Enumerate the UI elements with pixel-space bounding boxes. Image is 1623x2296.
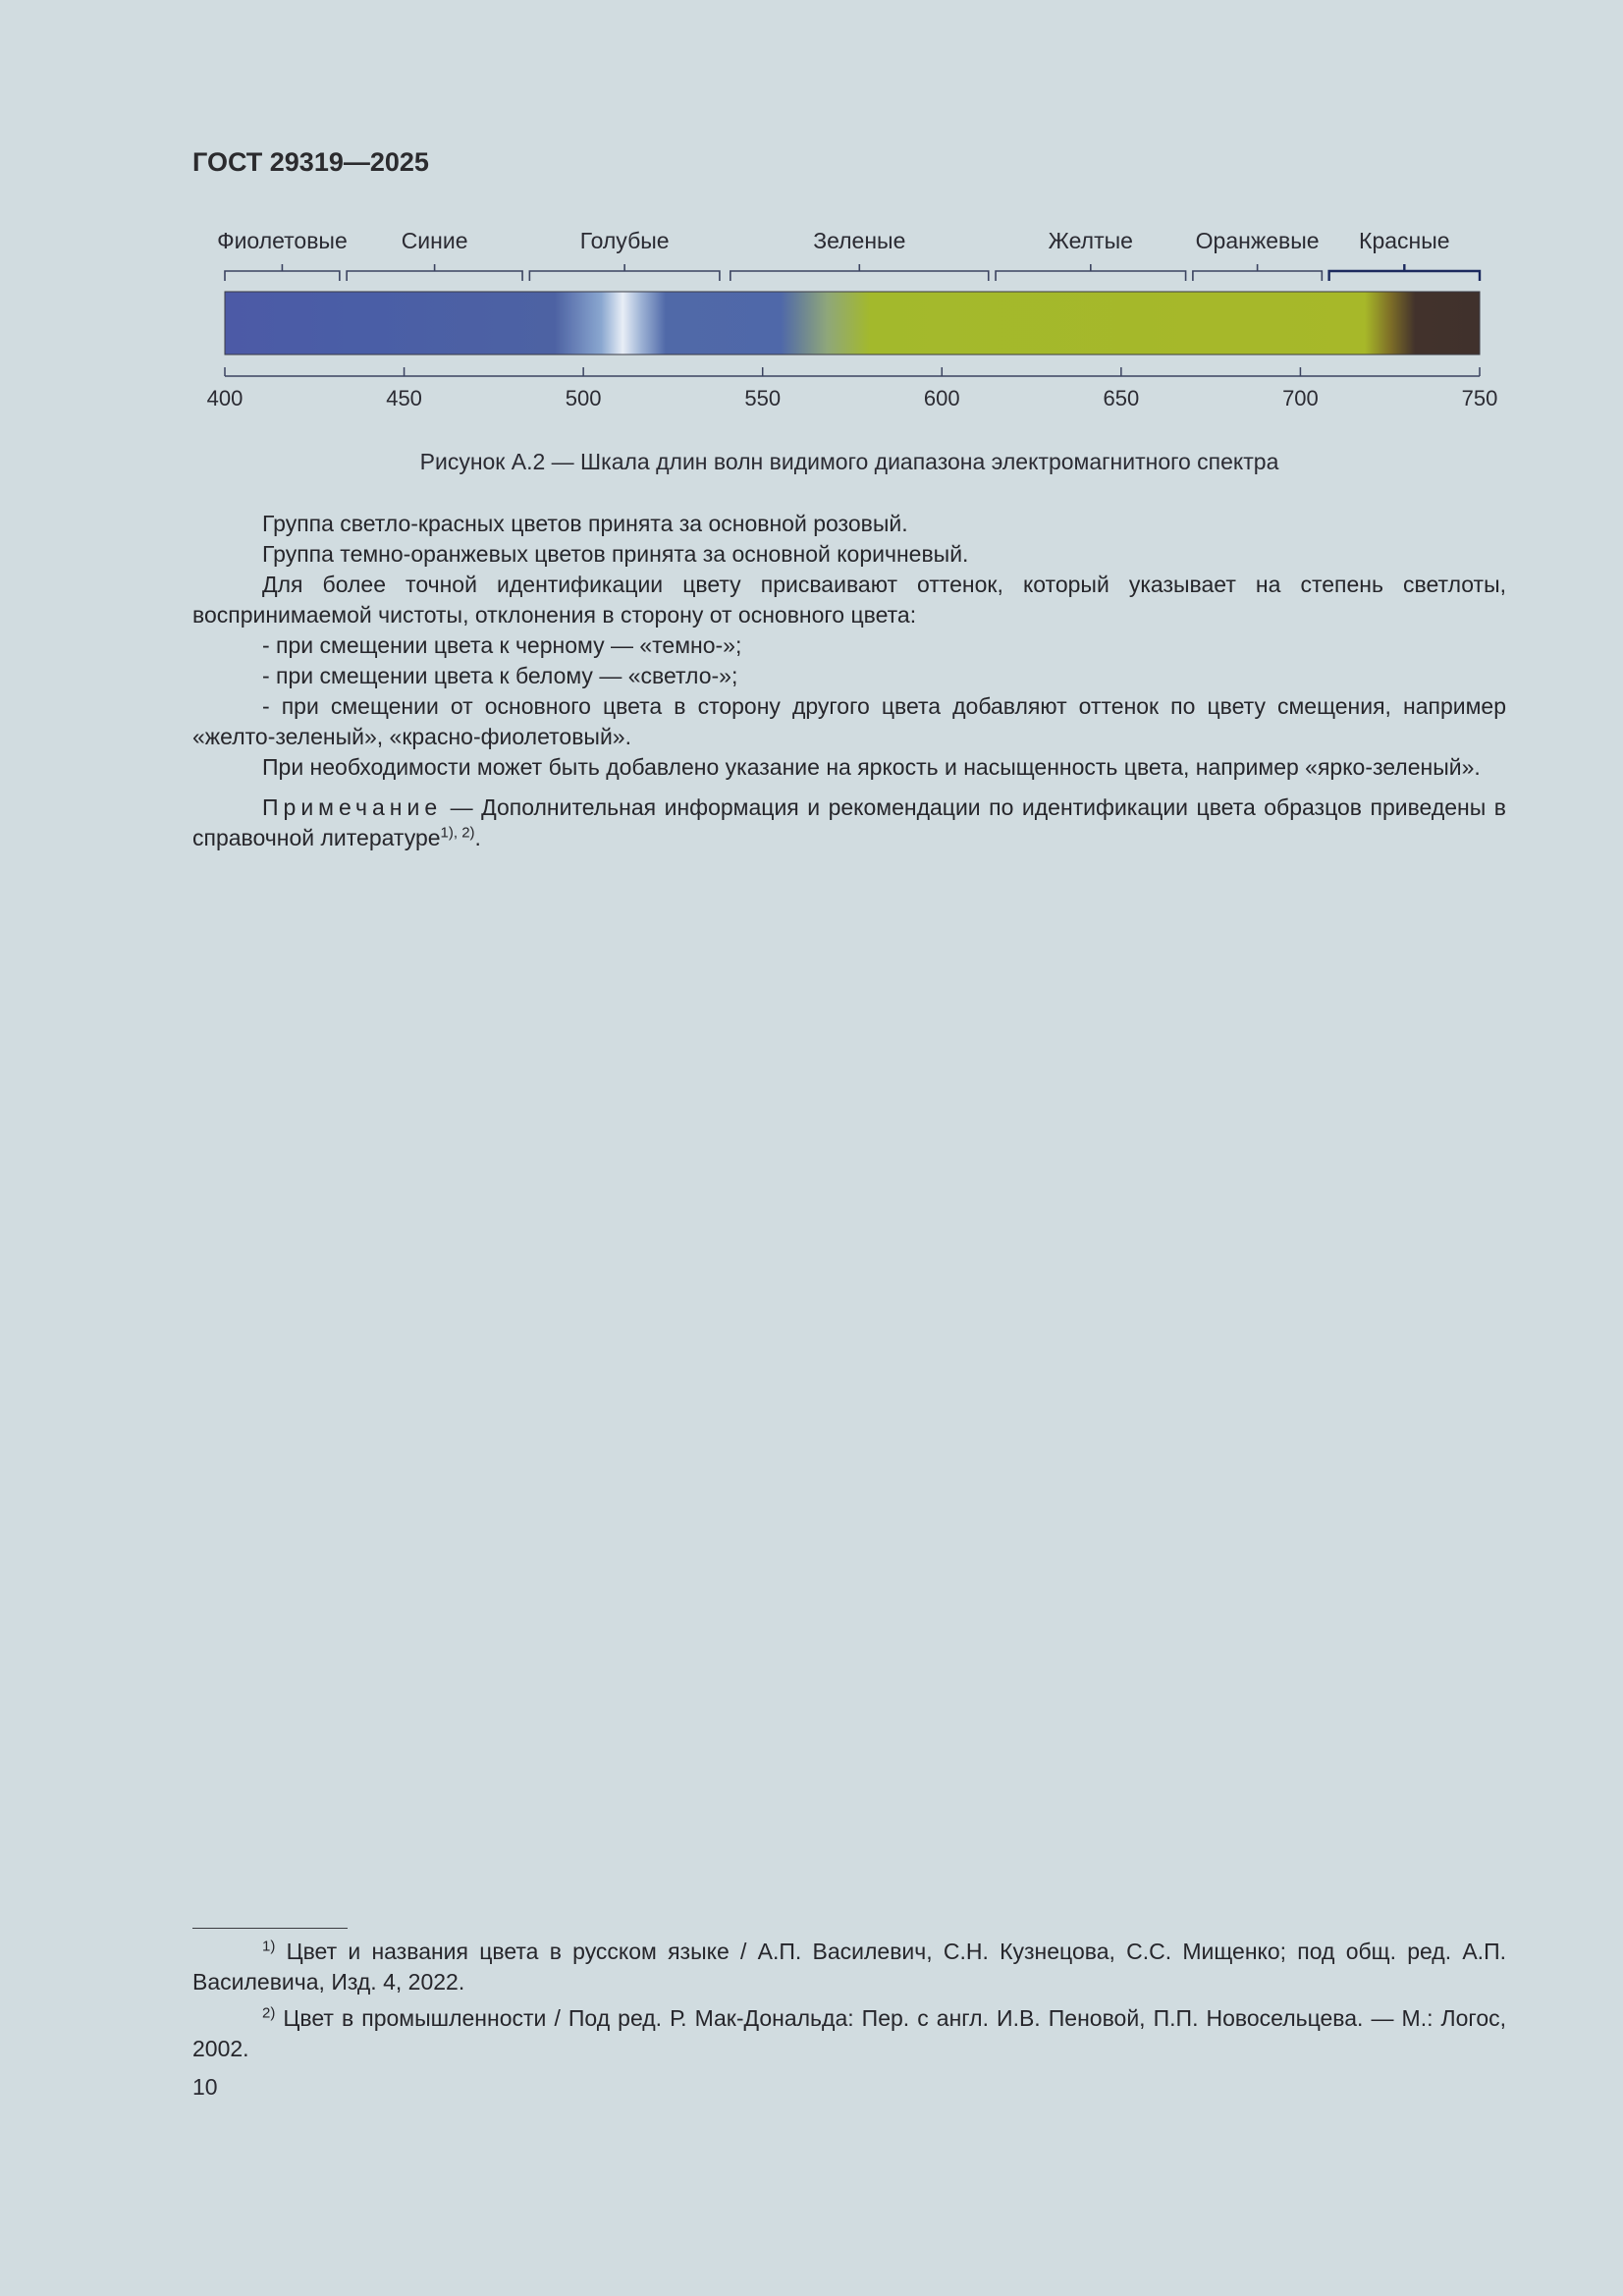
footnote-text: Цвет в промышленности / Под ред. Р. Мак-Дональда: Пер. с англ. И.В. Пеновой, П.П. Новосельцева. — М.: Логос, 2002. <box>192 2005 1506 2061</box>
tick-label: 600 <box>923 386 960 410</box>
paragraph: Группа темно-оранжевых цветов принята за основной коричневый. <box>262 541 969 567</box>
paragraph: Группа светло-красных цветов принята за основной розовый. <box>262 511 908 536</box>
range-label: Голубые <box>579 228 670 253</box>
note-end: . <box>474 825 481 850</box>
tick-label: 450 <box>386 386 422 410</box>
range-label: Желтые <box>1048 228 1133 253</box>
footnote-divider <box>192 1928 348 1929</box>
range-label: Синие <box>401 228 468 253</box>
list-item: - при смещении от основного цвета в сторону другого цвета добавляют оттенок по цвету смещения, например «желто-зеленый», «красно-фиолетовый». <box>192 693 1506 749</box>
page-number: 10 <box>192 2074 218 2100</box>
footnote <box>192 2003 1506 2064</box>
range-bracket <box>1329 264 1480 281</box>
footnote-text: Цвет и названия цвета в русском языке / А.П. Василевич, С.Н. Кузнецова, С.С. Мищенко; под общ. ред. А.П. Василевича, Изд. 4, 2022. <box>192 1939 1506 1995</box>
note-text: — Дополнительная информация и рекомендации по идентификации цвета образцов приведены в справочной литературе <box>192 794 1506 850</box>
list-item: - при смещении цвета к черному — «темно-»; <box>262 632 742 658</box>
tick-label: 650 <box>1103 386 1140 410</box>
tick-label: 700 <box>1282 386 1319 410</box>
range-bracket <box>1193 264 1322 281</box>
note-label: Примечание <box>262 794 443 820</box>
range-bracket <box>529 264 720 281</box>
figure-caption: Рисунок А.2 — Шкала длин волн видимого диапазона электромагнитного спектра <box>419 449 1279 474</box>
note <box>192 793 1506 853</box>
document-header: ГОСТ 29319—2025 <box>192 147 429 177</box>
range-label: Зеленые <box>813 228 906 253</box>
range-label: Оранжевые <box>1195 228 1320 253</box>
tick-label: 750 <box>1461 386 1498 410</box>
tick-label: 400 <box>206 386 243 410</box>
wavelength-axis-ticks <box>207 367 1498 410</box>
footnote-mark: 1) <box>262 1938 276 1955</box>
spectrum-band <box>225 292 1480 355</box>
range-bracket <box>347 264 522 281</box>
footnote <box>192 1937 1506 1997</box>
color-range-groups <box>217 228 1480 281</box>
footnotes <box>192 1928 1506 2070</box>
body-text <box>192 509 1506 853</box>
range-bracket <box>730 264 989 281</box>
note-reference: 1), 2) <box>440 824 475 842</box>
range-bracket <box>996 264 1186 281</box>
range-bracket <box>225 264 340 281</box>
range-label: Красные <box>1359 228 1450 253</box>
tick-label: 550 <box>744 386 782 410</box>
paragraph: Для более точной идентификации цвету присваивают оттенок, который указывает на степень светлоты, воспринимаемой чистоты, отклонения в сторону от основного цвета: <box>192 572 1506 628</box>
spectrum-scale-figure <box>196 216 1512 422</box>
range-label: Фиолетовые <box>217 228 348 253</box>
footnote-mark: 2) <box>262 2004 276 2022</box>
tick-label: 500 <box>565 386 602 410</box>
paragraph: При необходимости может быть добавлено указание на яркость и насыщенность цвета, например «ярко-зеленый». <box>262 754 1481 780</box>
list-item: - при смещении цвета к белому — «светло-»; <box>262 663 738 688</box>
